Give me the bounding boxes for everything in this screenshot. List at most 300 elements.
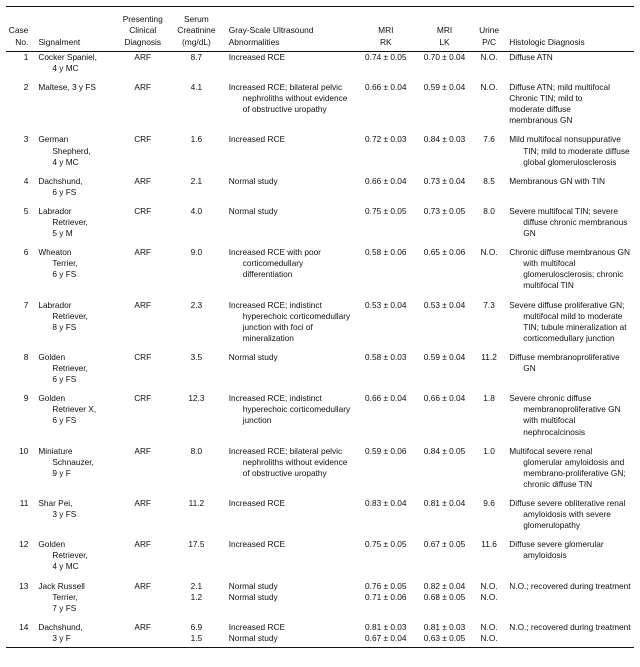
table-body: [6, 51, 634, 644]
cell-histologic-diagnosis: [504, 622, 634, 644]
cell-mri-lk: [415, 134, 474, 167]
cell-signalment: [32, 446, 115, 490]
cell-ultrasound-abnormalities-line: Normal study: [228, 205, 278, 216]
cell-signalment-line: Schnauzer,: [52, 456, 94, 467]
cell-signalment-line: 6 y FS: [52, 374, 77, 385]
cell-case-no: 14: [19, 621, 29, 632]
header-row: [6, 14, 634, 51]
cell-serum-creatinine-line: 4.0: [190, 205, 203, 216]
cell-urine-pc-line: N.O.: [480, 632, 498, 643]
cell-signalment: [32, 352, 115, 385]
cell-histologic-diagnosis-line: Diffuse membranoproliferative GN: [509, 351, 620, 374]
cell-mri-lk-line: 0.81 ± 0.03: [423, 621, 466, 632]
cell-signalment-line: 5 y M: [52, 228, 73, 239]
cell-ultrasound-abnormalities: [223, 82, 357, 126]
cell-histologic-diagnosis-line: Multifocal severe renal glomerular amyloidosis and membrano-proliferative GN; chronic diffuse TIN: [509, 445, 626, 489]
cell-mri-rk-line: 0.74 ± 0.05: [365, 51, 407, 62]
cell-histologic-diagnosis-line: Chronic TIN; mild to: [509, 93, 583, 104]
cell-signalment: [32, 300, 115, 344]
cell-ultrasound-abnormalities-line: Increased RCE: [228, 539, 285, 550]
cell-signalment: [32, 622, 115, 644]
cell-urine-pc: [474, 176, 504, 198]
cell-urine-pc-line: N.O.: [480, 82, 498, 93]
cell-case-no: 3: [23, 134, 29, 145]
table-footer: [6, 644, 634, 648]
cell-mri-rk: [356, 498, 415, 531]
cell-histologic-diagnosis-line: Chronic diffuse membranous GN with multifocal glomerulosclerosis; chronic multifocal TIN: [509, 247, 630, 291]
column-header-case: [6, 14, 32, 51]
cell-case-no: 2: [23, 82, 29, 93]
cell-ultrasound-abnormalities-line: Increased RCE; bilateral pelvic nephroliths without evidence of obstructive uropathy: [228, 82, 348, 115]
cell-urine-pc: [474, 352, 504, 385]
cell-ultrasound-abnormalities-line: Increased RCE: [228, 497, 285, 508]
cell-clinical-diagnosis: ARF: [134, 247, 152, 258]
cell-case-no: 7: [23, 299, 29, 310]
cell-mri-lk: [415, 539, 474, 572]
cell-histologic-diagnosis-line: Severe chronic diffuse membranoproliferative GN with multifocal nephrocalcinosis: [509, 393, 621, 437]
cell-clinical-diagnosis: ARF: [134, 580, 152, 591]
table-row: [6, 247, 634, 291]
row-spacer: [6, 531, 634, 539]
cell-signalment-line: Miniature: [38, 445, 73, 456]
cell-mri-rk-line: 0.75 ± 0.05: [365, 205, 407, 216]
cell-case-no: 12: [19, 539, 29, 550]
cell-mri-lk: [415, 498, 474, 531]
cell-signalment-line: Golden: [38, 351, 66, 362]
row-spacer: [6, 438, 634, 446]
table-row: [6, 352, 634, 385]
cell-ultrasound-abnormalities: [223, 134, 357, 167]
table-header: [6, 7, 634, 52]
cell-ultrasound-abnormalities-line: Normal study: [228, 351, 278, 362]
cell-histologic-diagnosis-line: Diffuse ATN; mild multifocal: [509, 82, 610, 93]
cell-serum-creatinine: [170, 498, 223, 531]
cell-ultrasound-abnormalities-line: Increased RCE; indistinct hyperechoic corticomedullary junction: [228, 393, 351, 426]
cell-signalment-line: 3 y FS: [52, 509, 77, 520]
cell-histologic-diagnosis-line: moderate diffuse: [509, 104, 571, 115]
cell-mri-lk: [415, 352, 474, 385]
cell-ultrasound-abnormalities: [223, 206, 357, 239]
column-header-line: LK: [439, 36, 450, 47]
cell-serum-creatinine: [170, 300, 223, 344]
column-header-line: Abnormalities: [228, 36, 280, 47]
column-header-ultrasound: [223, 14, 357, 51]
cell-serum-creatinine-line: 9.0: [190, 247, 203, 258]
cell-mri-rk: [356, 539, 415, 572]
cell-mri-lk-line: 0.53 ± 0.04: [423, 299, 466, 310]
cell-ultrasound-abnormalities: [223, 498, 357, 531]
cell-mri-lk-line: 0.84 ± 0.05: [423, 445, 466, 456]
cell-urine-pc-line: N.O.: [480, 247, 498, 258]
cell-case-no: 5: [23, 205, 29, 216]
cell-mri-lk-line: 0.84 ± 0.03: [423, 134, 466, 145]
cell-clinical-diagnosis: ARF: [134, 82, 152, 93]
row-spacer: [6, 292, 634, 300]
cell-mri-rk-line: 0.58 ± 0.03: [365, 351, 407, 362]
cell-signalment-line: 7 y FS: [52, 602, 77, 613]
cell-signalment-line: Cocker Spaniel,: [38, 51, 97, 62]
cell-signalment: [32, 176, 115, 198]
cell-mri-rk-line: 0.67 ± 0.04: [365, 632, 407, 643]
cell-clinical-diagnosis: CRF: [134, 393, 152, 404]
cell-signalment-line: 3 y F: [52, 632, 71, 643]
cell-clinical-diagnosis: ARF: [134, 175, 152, 186]
row-spacer: [6, 490, 634, 498]
cell-mri-rk: [356, 134, 415, 167]
cell-case-no: 11: [19, 497, 29, 508]
cell-urine-pc-line: 11.6: [481, 539, 497, 550]
cell-mri-rk-line: 0.76 ± 0.05: [365, 580, 407, 591]
cell-case-no: 9: [23, 393, 29, 404]
cell-signalment: [32, 581, 115, 614]
cell-serum-creatinine-line: 2.1: [190, 580, 203, 591]
cell-serum-creatinine-line: 2.1: [190, 175, 203, 186]
cell-signalment-line: Retriever,: [52, 217, 88, 228]
cell-histologic-diagnosis: [504, 206, 634, 239]
cell-histologic-diagnosis: [504, 498, 634, 531]
cell-mri-lk-line: 0.59 ± 0.04: [423, 82, 466, 93]
cell-mri-lk-line: 0.81 ± 0.04: [423, 497, 466, 508]
cell-serum-creatinine-line: 3.5: [190, 351, 203, 362]
cell-signalment-line: Retriever,: [52, 550, 88, 561]
row-spacer: [6, 614, 634, 622]
cell-case-no: 6: [23, 247, 29, 258]
column-header-line: Presenting: [122, 14, 163, 24]
cell-serum-creatinine: [170, 581, 223, 614]
column-header-line: Signalment: [38, 36, 81, 47]
column-header-creatinine: [170, 14, 223, 51]
cell-histologic-diagnosis: [504, 134, 634, 167]
cell-case-no: 8: [23, 351, 29, 362]
cell-histologic-diagnosis-line: Diffuse ATN: [509, 51, 553, 62]
cell-urine-pc: [474, 206, 504, 239]
cell-histologic-diagnosis: [504, 581, 634, 614]
column-header-line: P/C: [482, 36, 497, 47]
cell-urine-pc: [474, 300, 504, 344]
cell-mri-rk-line: 0.75 ± 0.05: [365, 539, 407, 550]
cell-histologic-diagnosis: [504, 300, 634, 344]
cell-clinical-diagnosis: ARF: [134, 51, 152, 62]
cell-ultrasound-abnormalities-line: Increased RCE: [228, 51, 285, 62]
cell-ultrasound-abnormalities: [223, 176, 357, 198]
cell-histologic-diagnosis: [504, 393, 634, 437]
row-spacer: [6, 385, 634, 393]
cell-histologic-diagnosis-line: N.O.; recovered during treatment: [509, 621, 631, 632]
cell-ultrasound-abnormalities: [223, 446, 357, 490]
cell-histologic-diagnosis: [504, 539, 634, 572]
cell-signalment-line: 4 y MC: [52, 561, 79, 572]
cell-signalment: [32, 393, 115, 437]
header-top-rule: [6, 7, 634, 15]
cell-mri-rk: [356, 82, 415, 126]
table-row: [6, 581, 634, 614]
cell-serum-creatinine-line: 1.5: [190, 632, 203, 643]
cell-urine-pc-line: 7.3: [483, 299, 495, 310]
cell-mri-rk-line: 0.66 ± 0.04: [365, 175, 407, 186]
cell-mri-lk-line: 0.59 ± 0.04: [423, 351, 466, 362]
table-row: [6, 393, 634, 437]
footer-bottom-rule: [6, 644, 634, 648]
cell-urine-pc: [474, 446, 504, 490]
column-header-histologic: [504, 14, 634, 51]
cell-signalment: [32, 539, 115, 572]
cell-urine-pc: [474, 134, 504, 167]
table-row: [6, 446, 634, 490]
cell-urine-pc: [474, 82, 504, 126]
cell-histologic-diagnosis-line: Mild multifocal nonsuppurative TIN; mild to moderate diffuse global glomerulosclerosis: [509, 134, 630, 167]
cell-serum-creatinine: [170, 51, 223, 74]
cell-mri-lk: [415, 247, 474, 291]
cell-mri-rk-line: 0.83 ± 0.04: [365, 497, 407, 508]
cell-mri-lk: [415, 300, 474, 344]
cell-mri-rk: [356, 581, 415, 614]
column-header-mri-rk: [356, 14, 415, 51]
cell-signalment-line: 6 y FS: [52, 415, 77, 426]
cell-signalment-line: 6 y FS: [52, 269, 77, 280]
cell-urine-pc: [474, 498, 504, 531]
column-header-line: MRI: [378, 25, 394, 36]
cell-urine-pc: [474, 393, 504, 437]
cell-mri-lk: [415, 446, 474, 490]
cell-mri-rk-line: 0.58 ± 0.06: [365, 247, 407, 258]
cell-mri-rk: [356, 247, 415, 291]
cell-signalment-line: German: [38, 134, 69, 145]
cell-case-no: 4: [23, 175, 29, 186]
cell-signalment-line: Golden: [38, 539, 66, 550]
cell-ultrasound-abnormalities-line: Normal study: [228, 591, 278, 602]
cell-mri-rk: [356, 51, 415, 74]
cell-mri-lk: [415, 581, 474, 614]
cell-ultrasound-abnormalities-line: Increased RCE: [228, 134, 285, 145]
cell-urine-pc-line: N.O.: [480, 591, 498, 602]
cell-ultrasound-abnormalities: [223, 539, 357, 572]
cell-ultrasound-abnormalities-line: Increased RCE with poor corticomedullary differentiation: [228, 247, 321, 280]
cell-case-no: 13: [19, 580, 29, 591]
column-header-line: (mg/dL): [181, 36, 211, 47]
cell-mri-lk-line: 0.73 ± 0.04: [423, 175, 466, 186]
cell-signalment-line: Retriever X,: [52, 404, 97, 415]
row-spacer: [6, 573, 634, 581]
cell-serum-creatinine: [170, 393, 223, 437]
cell-clinical-diagnosis: CRF: [134, 351, 152, 362]
table-row: [6, 539, 634, 572]
column-header-line: MRI: [436, 25, 453, 36]
cell-mri-lk: [415, 82, 474, 126]
cell-signalment-line: 6 y FS: [52, 186, 77, 197]
cell-signalment-line: Dachshund,: [38, 621, 83, 632]
cell-urine-pc: [474, 51, 504, 74]
cell-mri-lk-line: 0.66 ± 0.04: [423, 393, 466, 404]
table-row: [6, 300, 634, 344]
row-spacer: [6, 344, 634, 352]
column-header-line: Case: [8, 25, 29, 36]
cell-histologic-diagnosis-line: Severe diffuse proliferative GN; multifocal mild to moderate TIN; tubule mineralization at corticomedullary junction: [509, 299, 627, 343]
column-header-line: No.: [15, 36, 29, 47]
cell-serum-creatinine: [170, 134, 223, 167]
cell-signalment-line: 4 y MC: [52, 156, 79, 167]
cell-mri-lk: [415, 176, 474, 198]
cell-signalment-line: Terrier,: [52, 591, 78, 602]
cell-signalment-line: Wheaton: [38, 247, 72, 258]
cell-histologic-diagnosis: [504, 176, 634, 198]
cell-serum-creatinine: [170, 622, 223, 644]
table-row: [6, 82, 634, 126]
cell-mri-lk: [415, 51, 474, 74]
cell-mri-rk: [356, 622, 415, 644]
cell-mri-rk-line: 0.72 ± 0.03: [365, 134, 407, 145]
cell-serum-creatinine-line: 17.5: [188, 539, 205, 550]
table-row: [6, 134, 634, 167]
cell-signalment-line: Terrier,: [52, 258, 78, 269]
cell-signalment-line: Shar Pei,: [38, 497, 73, 508]
cell-histologic-diagnosis-line: Membranous GN with TIN: [509, 175, 606, 186]
column-header-line: Urine: [479, 25, 500, 36]
cell-mri-lk-line: 0.63 ± 0.05: [423, 632, 466, 643]
cell-urine-pc-line: N.O.: [480, 621, 498, 632]
cell-ultrasound-abnormalities-line: Increased RCE; bilateral pelvic nephroliths without evidence of obstructive uropathy: [228, 445, 348, 478]
cell-signalment-line: Labrador: [38, 205, 72, 216]
cell-urine-pc-line: 1.8: [483, 393, 495, 404]
cell-clinical-diagnosis: ARF: [134, 497, 152, 508]
cell-signalment-line: Maltese, 3 y FS: [38, 82, 96, 93]
cell-mri-lk-line: 0.68 ± 0.05: [423, 591, 466, 602]
cell-ultrasound-abnormalities-line: Increased RCE; indistinct hyperechoic corticomedullary junction with foci of mineralization: [228, 299, 351, 343]
column-header-line: Serum: [184, 14, 209, 24]
cell-signalment-line: Shepherd,: [52, 145, 91, 156]
cell-serum-creatinine-line: 6.9: [190, 621, 203, 632]
column-header-line: Diagnosis: [124, 36, 162, 47]
column-header-mri-lk: [415, 14, 474, 51]
cell-serum-creatinine-line: 4.1: [190, 82, 203, 93]
cell-mri-rk: [356, 300, 415, 344]
table-row: [6, 206, 634, 239]
cell-mri-rk-line: 0.71 ± 0.06: [365, 591, 407, 602]
cell-urine-pc: [474, 581, 504, 614]
cell-urine-pc-line: N.O.: [480, 580, 498, 591]
cell-serum-creatinine: [170, 446, 223, 490]
cell-serum-creatinine-line: 11.2: [188, 497, 205, 508]
table-row: [6, 498, 634, 531]
cell-clinical-diagnosis: ARF: [134, 445, 152, 456]
cell-ultrasound-abnormalities: [223, 622, 357, 644]
cell-urine-pc-line: 8.5: [483, 175, 495, 186]
cell-histologic-diagnosis: [504, 82, 634, 126]
column-header-line: Histologic Diagnosis: [509, 36, 585, 47]
cell-signalment: [32, 134, 115, 167]
cell-histologic-diagnosis: [504, 51, 634, 74]
cell-histologic-diagnosis-line: N.O.; recovered during treatment: [509, 580, 631, 591]
column-header-diagnosis: [115, 14, 170, 51]
cell-signalment: [32, 247, 115, 291]
cell-urine-pc: [474, 539, 504, 572]
column-header-urine-pc: [474, 14, 504, 51]
row-spacer: [6, 74, 634, 82]
table-row: [6, 622, 634, 644]
cell-serum-creatinine: [170, 206, 223, 239]
cell-clinical-diagnosis: ARF: [134, 539, 152, 550]
cell-urine-pc-line: 11.2: [481, 351, 497, 362]
cell-ultrasound-abnormalities-line: Normal study: [228, 175, 278, 186]
cell-signalment: [32, 51, 115, 74]
cell-histologic-diagnosis: [504, 352, 634, 385]
cell-histologic-diagnosis-line: Diffuse severe obliterative renal amyloidosis with severe glomerulopathy: [509, 497, 626, 531]
cell-serum-creatinine-line: 2.3: [190, 299, 203, 310]
cell-clinical-diagnosis: CRF: [134, 205, 152, 216]
cell-serum-creatinine: [170, 176, 223, 198]
cell-serum-creatinine-line: 1.2: [190, 591, 203, 602]
cell-ultrasound-abnormalities-line: Increased RCE: [228, 621, 285, 632]
row-spacer: [6, 126, 634, 134]
cell-serum-creatinine: [170, 247, 223, 291]
cell-ultrasound-abnormalities: [223, 581, 357, 614]
cell-mri-lk-line: 0.73 ± 0.05: [423, 205, 466, 216]
cell-signalment: [32, 82, 115, 126]
cell-histologic-diagnosis-line: Severe multifocal TIN; severe diffuse chronic membranous GN: [509, 205, 628, 239]
cell-ultrasound-abnormalities-line: Normal study: [228, 580, 278, 591]
cell-serum-creatinine-line: 1.6: [190, 134, 203, 145]
cell-serum-creatinine: [170, 82, 223, 126]
cell-clinical-diagnosis: ARF: [134, 299, 152, 310]
cell-signalment: [32, 206, 115, 239]
cell-urine-pc: [474, 247, 504, 291]
cell-urine-pc-line: 1.0: [483, 445, 495, 456]
cell-case-no: 1: [23, 51, 29, 62]
table-row: [6, 176, 634, 198]
cell-mri-rk: [356, 206, 415, 239]
cell-serum-creatinine-line: 8.0: [190, 445, 203, 456]
cell-signalment-line: Golden: [38, 393, 66, 404]
cell-signalment-line: 9 y F: [52, 467, 71, 478]
cell-mri-lk: [415, 206, 474, 239]
cell-clinical-diagnosis: CRF: [134, 134, 152, 145]
cell-ultrasound-abnormalities: [223, 51, 357, 74]
cell-signalment: [32, 498, 115, 531]
column-header-line: Gray-Scale Ultrasound: [228, 25, 314, 36]
cell-urine-pc: [474, 622, 504, 644]
row-spacer: [6, 198, 634, 206]
cell-case-no: 10: [19, 445, 29, 456]
cell-histologic-diagnosis: [504, 446, 634, 490]
cell-ultrasound-abnormalities: [223, 352, 357, 385]
case-data-table: [6, 6, 634, 648]
cell-mri-lk-line: 0.65 ± 0.06: [423, 247, 466, 258]
cell-mri-rk-line: 0.66 ± 0.04: [365, 82, 407, 93]
row-spacer: [6, 239, 634, 247]
cell-signalment-line: Dachshund,: [38, 175, 83, 186]
cell-urine-pc-line: N.O.: [480, 51, 498, 62]
cell-signalment-line: Retriever,: [52, 363, 88, 374]
column-header-line: RK: [379, 36, 392, 47]
cell-histologic-diagnosis-line: Diffuse severe glomerular amyloidosis: [509, 539, 604, 561]
cell-mri-lk: [415, 622, 474, 644]
column-header-line: Clinical: [129, 25, 157, 36]
cell-serum-creatinine: [170, 539, 223, 572]
cell-ultrasound-abnormalities: [223, 300, 357, 344]
column-header-line: Creatinine: [177, 25, 216, 36]
cell-signalment-line: Labrador: [38, 299, 72, 310]
cell-urine-pc-line: 7.6: [483, 134, 495, 145]
cell-mri-lk-line: 0.70 ± 0.04: [423, 51, 466, 62]
row-spacer: [6, 168, 634, 176]
cell-signalment-line: 4 y MC: [52, 62, 79, 73]
cell-ultrasound-abnormalities: [223, 393, 357, 437]
cell-signalment-line: Jack Russell: [38, 580, 85, 591]
cell-mri-lk-line: 0.82 ± 0.04: [423, 580, 466, 591]
column-header-signalment: [32, 14, 115, 51]
cell-mri-rk-line: 0.59 ± 0.06: [365, 445, 407, 456]
table-row: [6, 51, 634, 74]
cell-mri-rk: [356, 393, 415, 437]
